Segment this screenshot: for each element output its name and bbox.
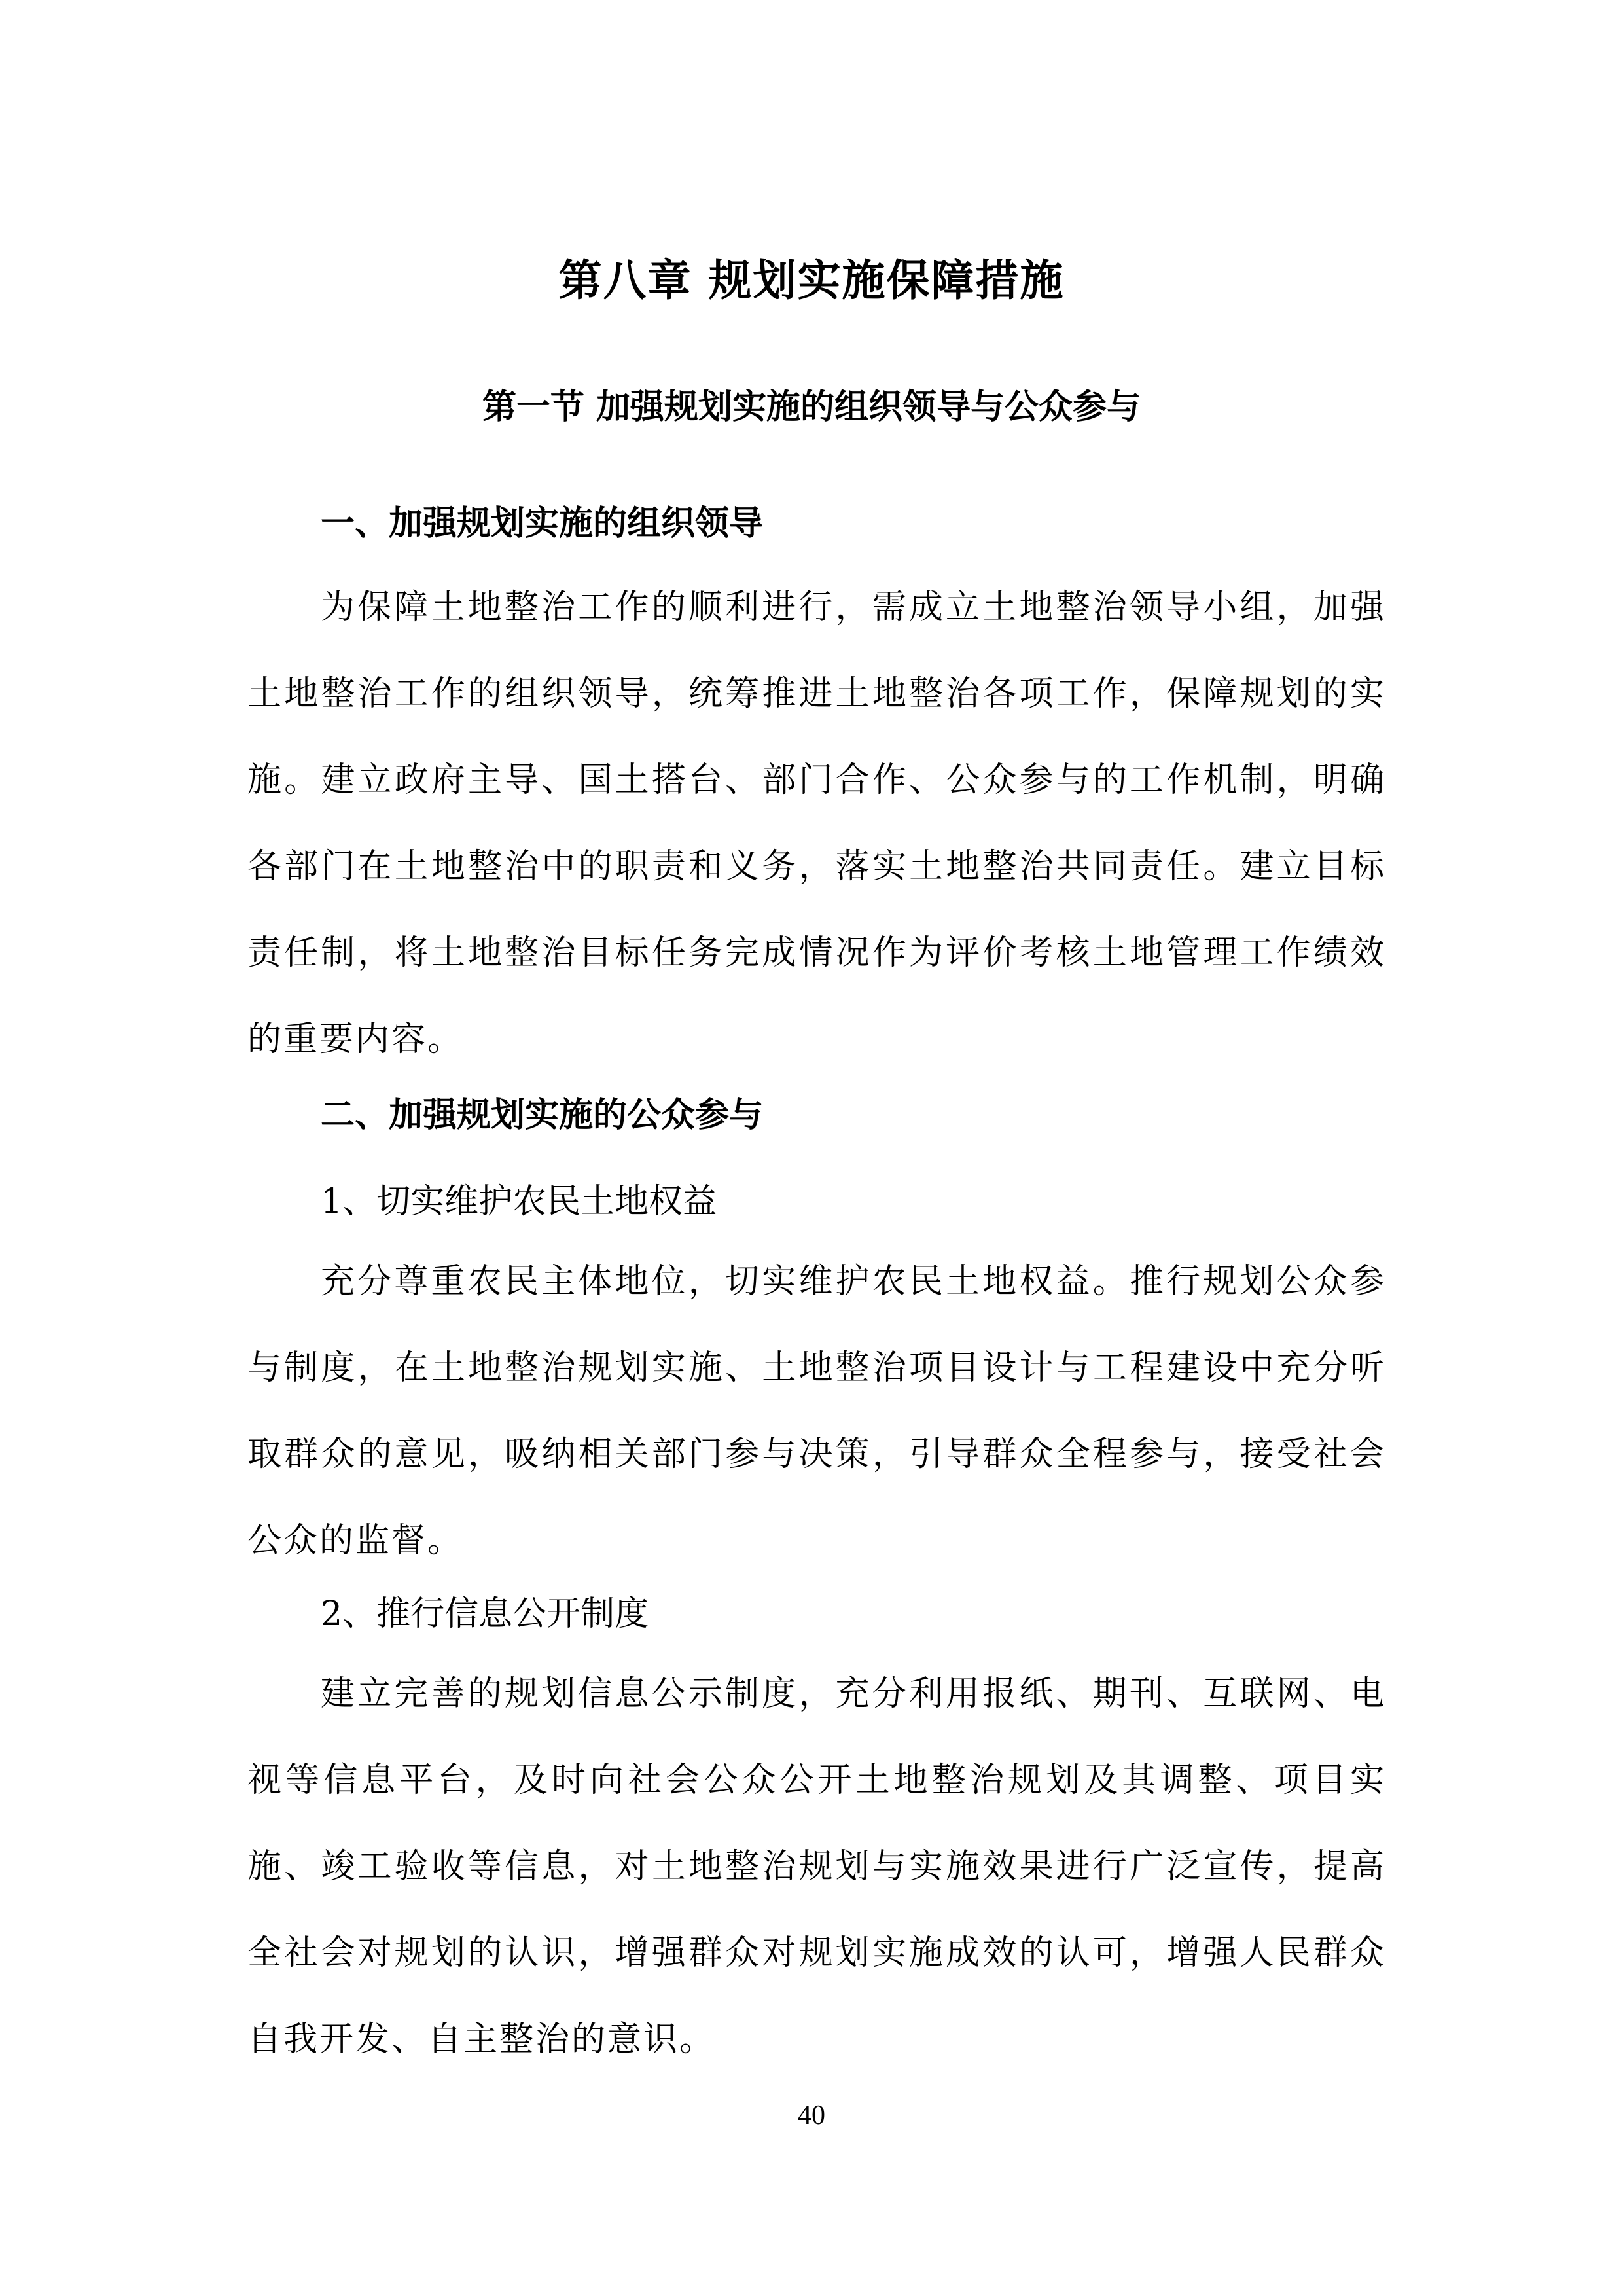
part2-heading: 二、加强规划实施的公众参与 <box>321 1095 764 1135</box>
part2-item2-title: 2、推行信息公开制度 <box>321 1594 649 1634</box>
part1-paragraph: 为保障土地整治工作的顺利进行，需成立土地整治领导小组，加强土地整治工作的组织领导，统筹推进土地整治各项工作，保障规划的实施。建立政府主导、国土搭台、部门合作、公众参与的工作机制，明确各部门在土地整治中的职责和义务，落实土地整治共同责任。建立目标责任制，将土地整治目标任务完成情况作为评价考核土地管理工作绩效的重要内容。 <box>247 588 1386 1059</box>
part1-heading: 一、加强规划实施的组织领导 <box>321 503 764 543</box>
part2-item2-paragraph: 建立完善的规划信息公示制度，充分利用报纸、期刊、互联网、电视等信息平台，及时向社会公众公开土地整治规划及其调整、项目实施、竣工验收等信息，对土地整治规划与实施效果进行广泛宣传，提高全社会对规划的认识，增强群众对规划实施成效的认可，增强人民群众自我开发、自主整治的意识。 <box>247 1674 1386 2059</box>
part2-item1-paragraph: 充分尊重农民主体地位，切实维护农民土地权益。推行规划公众参与制度，在土地整治规划实施、土地整治项目设计与工程建设中充分听取群众的意见，吸纳相关部门参与决策，引导群众全程参与，接受社会公众的监督。 <box>247 1262 1386 1560</box>
page-number: 40 <box>798 2100 825 2130</box>
chapter-title: 第八章 规划实施保障措施 <box>558 255 1065 306</box>
part2-item1-title: 1、切实维护农民土地权益 <box>321 1182 717 1221</box>
section-title: 第一节 加强规划实施的组织领导与公众参与 <box>482 387 1141 427</box>
